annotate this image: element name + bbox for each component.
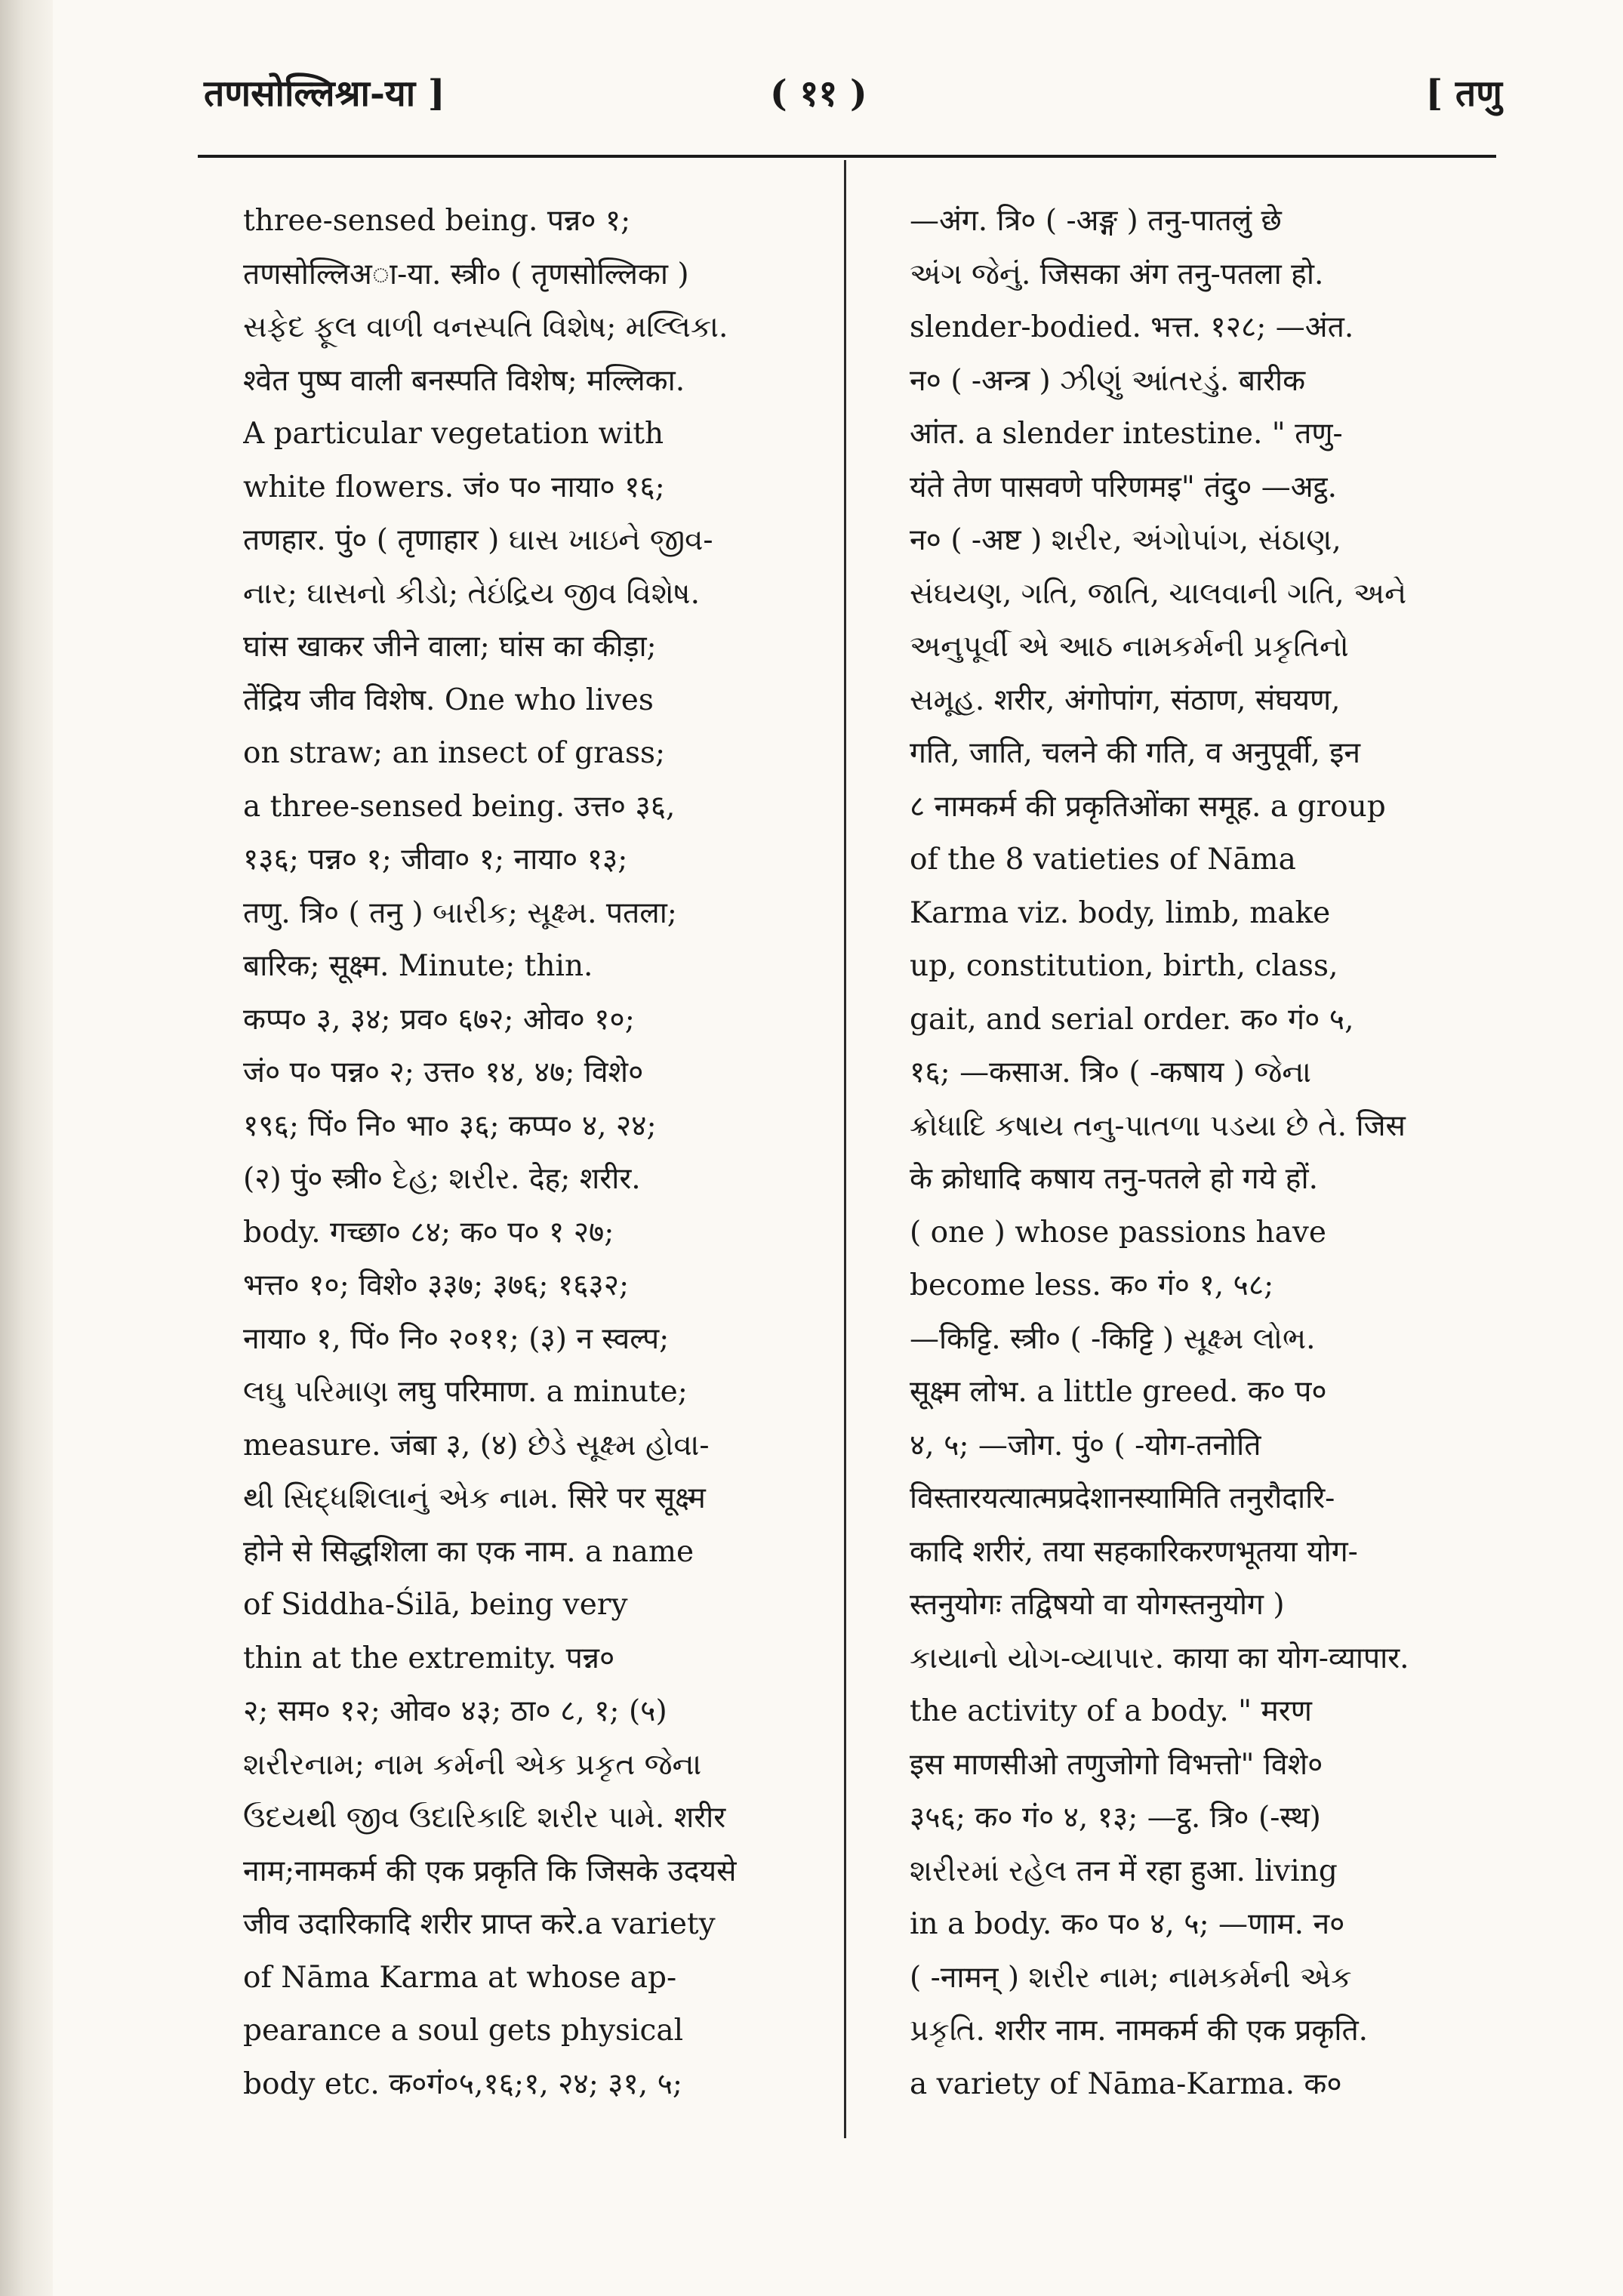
page-binding-edge xyxy=(0,0,53,2296)
left-column-line: नाया० १, पिं० नि० २०११; (३) न स्वल्प; xyxy=(243,1321,670,1356)
right-column-line: શરીરમાં રહેલ तन में रहा हुआ. living xyxy=(910,1854,1338,1888)
left-column-line: A particular vegetation with xyxy=(243,417,664,451)
left-column-line: ઉદયથી જીવ ઉદારિકાદિ શરીર પામે. शरीर xyxy=(243,1801,726,1835)
left-column-line: १९६; पिं० नि० भा० ३६; कप्प० ४, २४; xyxy=(243,1108,657,1143)
right-column-line: विस्तारयत्यात्मप्रदेशानस्यामिति तनुरौदारि- xyxy=(910,1481,1335,1515)
right-column-line: of the 8 vatieties of Nāma xyxy=(910,843,1296,877)
right-column-line: અનુપૂર્વી એ આઠ નામકર્મની પ્રકૃતિનો xyxy=(910,630,1349,664)
header-right-catchword: [ तणु xyxy=(1425,72,1502,115)
right-column-line: ( -नामन् ) શરીર નામ; નામકર્મની એક xyxy=(910,1960,1352,1995)
left-column-line: १३६; पन्न० १; जीवा० १; नाया० १३; xyxy=(243,843,628,877)
right-column-line: ( one ) whose passions have xyxy=(910,1215,1326,1250)
page-number: ( ११ ) xyxy=(770,72,867,115)
right-column-line: become less. क० गं० १, ५८; xyxy=(910,1268,1274,1302)
left-column-line: measure. जंबा ३, (४) છેડે સૂક્ષ્મ હોવા- xyxy=(243,1428,710,1462)
right-column-line: સમૂહ. शरीर, अंगोपांग, संठाण, संघयण, xyxy=(910,683,1341,717)
left-column-line: श्वेत पुष्प वाली बनस्पति विशेष; मल्लिका. xyxy=(243,363,685,398)
left-column-line: pearance a soul gets physical xyxy=(243,2014,684,2048)
left-column-line: of Siddha-Śilā, being very xyxy=(243,1588,628,1622)
right-column-line: कादि शरीरं, तया सहकारिकरणभूतया योग- xyxy=(910,1534,1358,1569)
right-column-line: in a body. क० प० ४, ५; —णाम. न० xyxy=(910,1907,1345,1941)
left-column-line: कप्प० ३, ३४; प्रव० ६७२; ओव० १०; xyxy=(243,1002,635,1037)
left-column-line: on straw; an insect of grass; xyxy=(243,736,666,770)
right-column-line: પ્રકૃતિ. शरीर नाम. नामकर्म की एक प्रकृति. xyxy=(910,2014,1369,2048)
right-column-line: के क्रोधादि कषाय तनु-पतले हो गये हों. xyxy=(910,1162,1318,1196)
left-column-line: body. गच्छा० ८४; क० प० १ २७; xyxy=(243,1215,614,1250)
left-column-line: થી સિદ્ધશિલાનું એક નામ. सिरे पर सूक्ष्म xyxy=(243,1481,706,1515)
left-column-line: three-sensed being. पन्न० १; xyxy=(243,204,631,238)
right-column xyxy=(910,195,1483,2111)
left-column-line: तणु. त्रि० ( तनु ) બારીક; સૂક્ષ્મ. पतला; xyxy=(243,895,677,930)
right-column-line: slender-bodied. भत्त. १२८; —अंत. xyxy=(910,310,1354,344)
left-column-line: घांस खाकर जीने वाला; घांस का कीड़ा; xyxy=(243,630,657,664)
right-column-line: કાયાનો યોગ-વ્યાપાર. काया का योग-व्यापार. xyxy=(910,1641,1409,1675)
left-column-line: तणसोल्लिअा-या. स्त्री० ( तृणसोल्लिका ) xyxy=(243,257,689,291)
right-column-line: ४, ५; —जोग. पुं० ( -योग-तनोति xyxy=(910,1428,1261,1462)
right-column-line: सूक्ष्म लोभ. a little greed. क० प० xyxy=(910,1375,1327,1409)
left-column-line: નાર; ઘાસનો કીડો; તેઇંદ્રિય જીવ વિશેષ. xyxy=(243,576,700,611)
left-column-line: white flowers. जं० प० नाया० १६; xyxy=(243,470,665,504)
column-divider xyxy=(844,160,846,2138)
left-column-line: સફેદ ફૂલ વાળી વનસ્પતિ વિશેષ; મલ્લિકા. xyxy=(243,310,728,344)
page-header xyxy=(204,68,1502,128)
left-column-line: લઘુ પરિમાણ लघु परिमाण. a minute; xyxy=(243,1375,688,1409)
left-column xyxy=(243,195,817,2111)
left-column-line: जं० प० पन्न० २; उत्त० १४, ४७; विशे० xyxy=(243,1056,644,1089)
left-column-line: શરીરનામ; નામ કર્મની એક પ્રકૃત જેના xyxy=(243,1747,702,1782)
left-column-line: जीव उदारिकादि शरीर प्राप्त करे.a variety xyxy=(243,1907,716,1941)
right-column-line: यंते तेण पासवणे परिणमइ" तंदु० —अट्ठ. xyxy=(910,470,1338,504)
left-column-line: of Nāma Karma at whose ap- xyxy=(243,1960,677,1995)
header-rule xyxy=(198,155,1496,158)
right-column-line: गति, जाति, चलने की गति, व अनुपूर्वी, इन xyxy=(910,736,1361,770)
left-column-line: भत्त० १०; विशे० ३३७; ३७६; १६३२; xyxy=(243,1268,630,1302)
right-column-line: અંગ જેનું. जिसका अंग तनु-पतला हो. xyxy=(910,257,1324,291)
left-column-line: (२) पुं० स्त्री० દેહ; શરીર. देह; शरीर. xyxy=(243,1162,641,1196)
right-column-line: સંઘયણ, ગતિ, જાતિ, ચાલવાની ગતિ, અને xyxy=(910,576,1407,611)
right-column-line: आंत. a slender intestine. " तणु- xyxy=(910,417,1343,451)
right-column-line: १६; —कसाअ. त्रि० ( -कषाय ) જેના xyxy=(910,1056,1311,1089)
left-column-line: thin at the extremity. पन्न० xyxy=(243,1641,615,1675)
right-column-line: Karma viz. body, limb, make xyxy=(910,895,1331,930)
left-column-line: होने से सिद्धशिला का एक नाम. a name xyxy=(243,1534,694,1569)
left-column-line: २; सम० १२; ओव० ४३; ठा० ८, १; (५) xyxy=(243,1694,667,1728)
right-column-line: —किट्टि. स्त्री० ( -किट्टि ) સૂક્ષ્મ લોભ. xyxy=(910,1321,1316,1356)
right-column-line: the activity of a body. " मरण xyxy=(910,1694,1312,1728)
right-column-line: gait, and serial order. क० गं० ५, xyxy=(910,1002,1354,1037)
right-column-line: स्तनुयोगः तद्विषयो वा योगस्तनुयोग ) xyxy=(910,1588,1285,1622)
right-column-line: इस माणसीओ तणुजोगो विभत्तो" विशे० xyxy=(910,1747,1323,1782)
left-column-line: body etc. क०गं०५,१६;१, २४; ३१, ५; xyxy=(243,2066,683,2101)
right-column-line: a variety of Nāma-Karma. क० xyxy=(910,2066,1342,2101)
left-column-line: तणहार. पुं० ( तृणाहार ) ઘાસ ખાઇને જીવ- xyxy=(243,523,713,557)
right-column-line: ३५६; क० गं० ४, १३; —ट्ठ. त्रि० (-स्थ) xyxy=(910,1801,1321,1835)
left-column-line: नाम;नामकर्म की एक प्रकृति कि जिसके उदयसे xyxy=(243,1854,737,1888)
right-column-line: न० ( -अष्ट ) શરીર, અંગોપાંગ, સંઠાણ, xyxy=(910,523,1341,557)
right-column-line: ८ नामकर्म की प्रकृतिओंका समूह. a group xyxy=(910,789,1386,824)
left-column-line: a three-sensed being. उत्त० ३६, xyxy=(243,789,676,824)
right-column-line: ક્રોધાદિ કષાય તનુ-પાતળા પડયા છે તે. जिस xyxy=(910,1108,1406,1143)
right-column-line: up, constitution, birth, class, xyxy=(910,949,1338,983)
right-column-line: न० ( -अन्त्र ) ઝીણું આંતરડું. बारीक xyxy=(910,363,1306,398)
left-column-line: बारिक; सूक्ष्म. Minute; thin. xyxy=(243,949,593,983)
right-column-line: —अंग. त्रि० ( -अङ्ग ) तनु-पातलुं छे xyxy=(910,204,1282,238)
header-left-catchword: तणसोल्लिश्रा-या ] xyxy=(204,72,445,115)
left-column-line: तेंद्रिय जीव विशेष. One who lives xyxy=(243,683,654,717)
